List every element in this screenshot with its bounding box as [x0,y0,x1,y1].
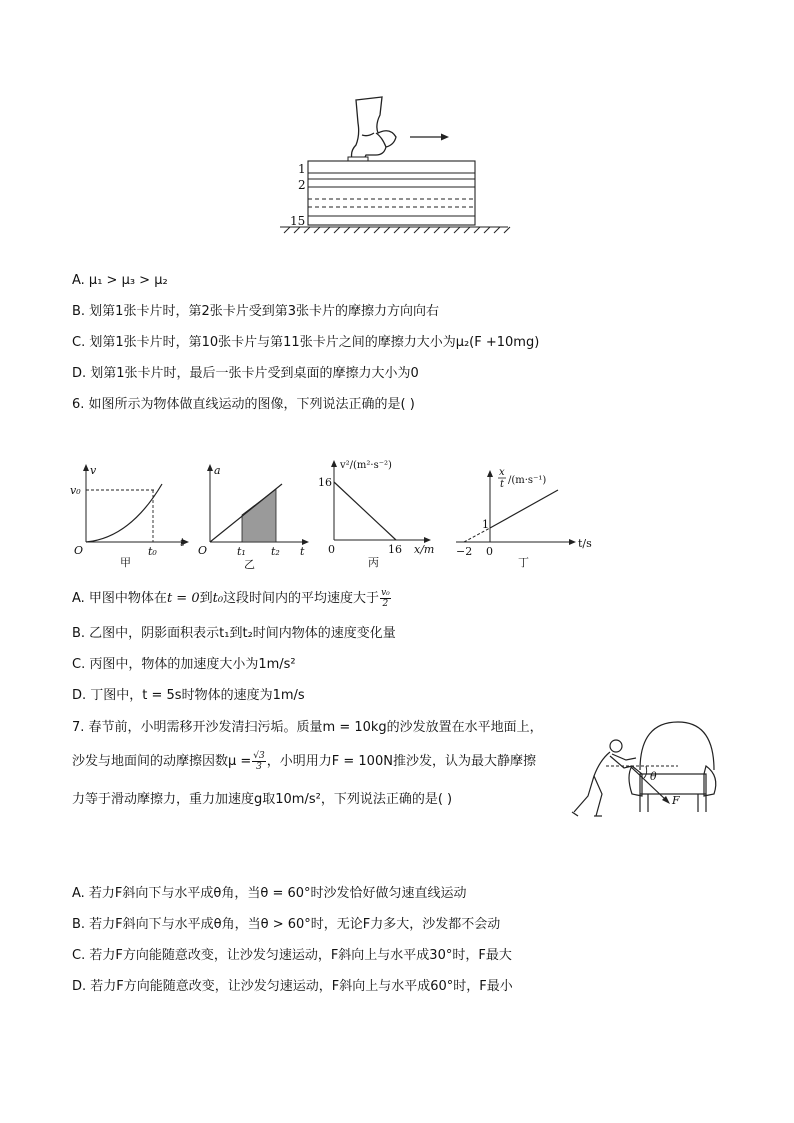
ding-x0: 0 [486,545,493,558]
q5-option-b: B. 划第1张卡片时，第2张卡片受到第3张卡片的摩擦力方向向右 [72,304,439,319]
sofa-figure [566,716,726,826]
card-stack-figure [270,95,520,240]
q6-option-a-t0: t = 0 [166,591,200,606]
graph-ding [452,462,612,572]
q7-stem-2-post: ，小明用力F = 100N推沙发，认为最大静摩擦 [266,754,536,769]
graph-yi [196,460,316,572]
bing-y16: 16 [318,476,332,489]
shaded-area [242,489,276,542]
theta-label: θ [650,770,657,783]
graph-bing [316,454,448,572]
q7-stem-2-pre: 沙发与地面间的动摩擦因数μ = [72,754,252,769]
yi-ylabel: a [214,464,221,477]
jia-ylabel: v [90,464,97,477]
bing-x0: 0 [328,543,335,556]
yi-xlabel: t [300,545,305,558]
q7-option-a: A. 若力F斜向下与水平成θ角，当θ = 60°时沙发恰好做匀速直线运动 [72,886,467,901]
q7-option-d: D. 若力F方向能随意改变，让沙发匀速运动，F斜向上与水平成60°时，F最小 [72,979,513,994]
jia-origin: O [74,544,84,557]
bing-xlabel: x/m [414,543,435,556]
q6-option-a [72,588,392,610]
graph-jia [68,462,193,572]
yi-t1: t₁ [237,545,246,558]
ding-xm2: −2 [456,545,473,558]
card-label-15: 15 [290,214,306,228]
card-label-1: 1 [298,162,306,176]
q5-option-c: C. 划第1张卡片时，第10张卡片与第11张卡片之间的摩擦力大小为μ₂(F +10mg) [72,335,540,350]
card-label-2: 2 [298,178,306,192]
jia-xlabel: t [180,536,185,549]
q6-option-a-post: 这段时间内的平均速度大于 [223,591,380,606]
fraction-denominator: 3 [256,762,262,772]
ding-name: 丁 [518,556,529,569]
q7-stem-3: 力等于滑动摩擦力，重力加速度g取10m/s²，下列说法正确的是( ) [72,792,453,807]
fraction-numerator: v₀ [381,588,390,598]
ground-hatch [280,227,510,233]
card-stack [308,161,475,225]
jia-t0: t₀ [148,545,157,558]
ding-xlabel: t/s [578,537,592,550]
curve-jia [86,484,162,542]
q7-option-b: B. 若力F斜向下与水平成θ角，当θ > 60°时，无论F力多大，沙发都不会动 [72,917,501,932]
yi-name: 乙 [244,558,255,571]
q6-option-a-t0b: t₀ [212,591,224,606]
yi-t2: t₂ [271,545,280,558]
person-icon [572,740,636,816]
line-bing [334,482,396,540]
q6-option-a-pre: A. 甲图中物体在 [72,591,167,606]
q7-mu-fraction [252,751,265,772]
card-pad [348,157,368,161]
q6-option-a-to: 到 [199,591,213,606]
q7-stem-2 [72,751,536,773]
line-ding [490,490,558,528]
ding-ylabel-den: t [500,479,505,490]
bing-name: 丙 [368,556,379,569]
bing-ylabel: v²/(m²·s⁻²) [340,460,392,471]
ding-y1: 1 [482,518,489,531]
q5-option-d: D. 划第1张卡片时，最后一张卡片受到桌面的摩擦力大小为0 [72,366,419,381]
q6-option-d: D. 丁图中，t = 5s时物体的速度为1m/s [72,688,305,703]
q6-option-a-fraction [380,588,391,609]
q7-stem-1: 7. 春节前，小明需移开沙发清扫污垢。质量m = 10kg的沙发放置在水平地面上， [72,720,543,735]
ding-yunit: /(m·s⁻¹) [508,475,547,486]
force-label: F [672,794,680,807]
ding-ylabel-num: x [499,467,505,478]
q7-option-c: C. 若力F方向能随意改变，让沙发匀速运动，F斜向上与水平成30°时，F最大 [72,948,512,963]
hand-icon [352,97,397,159]
q6-stem: 6. 如图所示为物体做直线运动的图像，下列说法正确的是( ) [72,397,415,412]
q5-option-a: A. μ₁ > μ₃ > μ₂ [72,273,168,288]
bing-x16: 16 [388,543,402,556]
q6-option-c: C. 丙图中，物体的加速度大小为1m/s² [72,657,296,672]
yi-origin: O [198,544,208,557]
jia-name: 甲 [120,556,131,569]
q6-option-b: B. 乙图中，阴影面积表示t₁到t₂时间内物体的速度变化量 [72,626,396,641]
fraction-numerator: √3 [253,751,265,761]
jia-v0: v₀ [70,484,81,497]
fraction-denominator: 2 [382,599,389,609]
